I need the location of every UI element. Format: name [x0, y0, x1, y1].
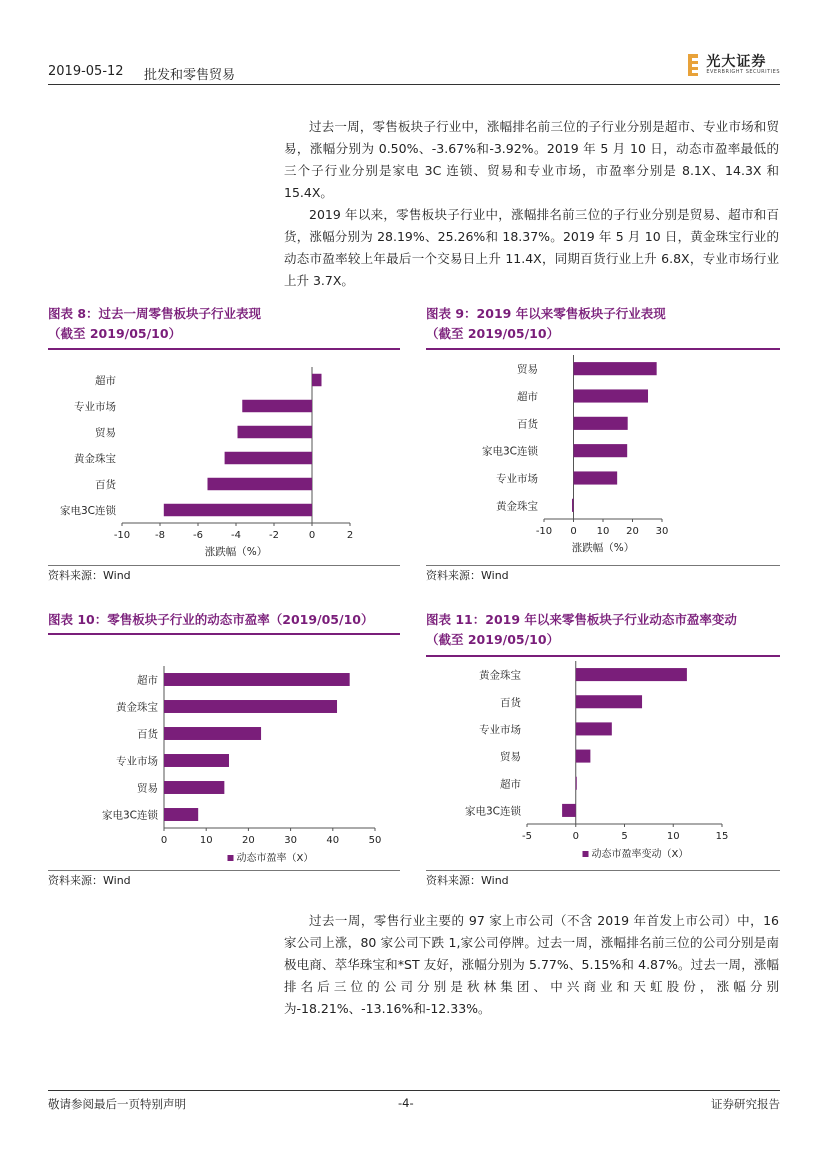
category-label: 超市	[137, 674, 158, 687]
figure-9-source: 资料来源：Wind	[426, 569, 509, 582]
x-tick-label: -10	[535, 526, 553, 537]
legend-swatch	[228, 855, 234, 861]
x-tick-label: 10	[666, 831, 680, 842]
page-header	[48, 54, 780, 86]
category-label: 百货	[517, 418, 538, 431]
summary-text	[284, 910, 779, 1020]
figure-11-subtitle: （截至 2019/05/10）	[426, 632, 560, 647]
summary-paragraph: 过去一周，零售行业主要的 97 家上市公司（不含 2019 年首发上市公司）中，16 家公司上涨，80 家公司下跌 1,家公司停牌。过去一周，涨幅排名前三位的公司分别是南极电商、萃华珠宝和*ST 友好，涨幅分别为 5.77%、5.15%和 4.87%。过去一周，涨幅排名后三位的公司分别是秋林集团、中兴商业和天虹股份，涨幅分别为-18.21%、-13.16%和-12.33%。	[284, 913, 779, 1016]
x-tick-label: -4	[231, 530, 241, 541]
figure-10-title-block	[48, 610, 403, 630]
bar-3	[574, 417, 628, 430]
report-date: 2019-05-12	[48, 64, 124, 79]
category-label: 贸易	[137, 782, 158, 795]
x-tick-label: 40	[326, 835, 340, 846]
figure-9-source-rule	[426, 565, 780, 566]
bar-4	[225, 452, 312, 464]
category-label: 黄金珠宝	[74, 453, 116, 465]
x-tick-label: 0	[570, 526, 577, 537]
intro-text	[284, 116, 779, 292]
bar-5	[208, 478, 313, 490]
x-tick-label: 10	[199, 835, 213, 846]
category-label: 黄金珠宝	[496, 500, 538, 513]
category-label: 专业市场	[479, 723, 521, 736]
bar-6	[164, 808, 198, 821]
bar-4	[164, 754, 229, 767]
page-number: -4-	[398, 1096, 414, 1110]
category-label: 贸易	[95, 427, 116, 439]
category-label: 贸易	[517, 363, 538, 376]
bar-2	[576, 695, 642, 708]
category-label: 百货	[500, 696, 521, 709]
category-label: 黄金珠宝	[116, 701, 158, 714]
category-label: 百货	[95, 479, 116, 491]
logo-en-text: EVERBRIGHT SECURITIES	[706, 69, 780, 75]
footer-disclaimer: 敬请参阅最后一页特别声明	[48, 1097, 186, 1111]
x-tick-label: -10	[113, 530, 131, 541]
bar-2	[164, 700, 337, 713]
x-tick-label: 30	[655, 526, 669, 537]
figure-8-rule	[48, 348, 400, 350]
bar-2	[242, 400, 312, 412]
category-label: 专业市场	[496, 473, 538, 485]
bar-6	[572, 499, 573, 512]
category-label: 家电3C连锁	[464, 805, 521, 818]
logo-mark-icon	[688, 54, 702, 76]
x-tick-label: 50	[368, 835, 382, 846]
category-label: 家电3C连锁	[59, 505, 116, 517]
bar-6	[164, 504, 312, 516]
footer-report-type: 证券研究报告	[711, 1097, 780, 1111]
category-label: 贸易	[500, 751, 521, 764]
bar-1	[164, 673, 350, 686]
x-tick-label: 0	[308, 530, 316, 541]
category-label: 超市	[517, 391, 538, 403]
figure-9-title-block	[426, 304, 780, 344]
x-axis-label: 涨跌幅（%）	[571, 542, 635, 554]
bar-4	[574, 444, 628, 457]
figure-8-source: 资料来源：Wind	[48, 569, 131, 582]
x-tick-label: 2	[346, 530, 354, 541]
legend-label: 动态市盈率（X）	[236, 853, 314, 864]
bar-4	[576, 750, 591, 763]
figure-11-title: 图表 11：2019 年以来零售板块子行业动态市盈率变动	[426, 612, 737, 627]
company-logo	[688, 54, 780, 76]
figure-10-source-rule	[48, 870, 400, 871]
bar-3	[164, 727, 261, 740]
figure-11-source: 资料来源：Wind	[426, 874, 509, 887]
bar-1	[312, 374, 322, 386]
intro-paragraph-1: 过去一周，零售板块子行业中，涨幅排名前三位的子行业分别是超市、专业市场和贸易，涨幅分别为 0.50%、-3.67%和-3.92%。2019 年 5 月 10 日，动态市盈率最低的三个子行业分别是家电 3C 连锁、贸易和专业市场，市盈率分别是 8.1X、14.3X 和 15.4X。	[284, 119, 779, 200]
category-label: 专业市场	[74, 401, 116, 413]
bar-3	[238, 426, 312, 438]
figure-10-rule	[48, 633, 400, 635]
x-tick-label: 5	[621, 831, 628, 842]
report-sector: 批发和零售贸易	[144, 68, 236, 83]
x-tick-label: 15	[715, 831, 729, 842]
x-tick-label: 20	[242, 835, 255, 846]
legend-swatch	[583, 851, 589, 857]
intro-paragraph-2: 2019 年以来，零售板块子行业中，涨幅排名前三位的子行业分别是贸易、超市和百货，涨幅分别为 28.19%、25.26%和 18.37%。2019 年 5 月 10 日，黄金珠宝行业的动态市盈率较上年最后一个交易日上升 11.4X，同期百货行业上升 6.8X，专业市场行业上升 3.7X。	[284, 207, 779, 288]
bar-5	[576, 777, 577, 790]
figure-8-title-block	[48, 304, 398, 344]
x-tick-label: -6	[193, 530, 203, 541]
x-tick-label: 20	[626, 526, 639, 537]
figure-11-title-block	[426, 610, 780, 650]
bar-1	[574, 362, 657, 375]
figure-9-title: 图表 9：2019 年以来零售板块子行业表现	[426, 306, 666, 321]
category-label: 百货	[137, 728, 158, 741]
bar-5	[574, 471, 618, 484]
bar-1	[576, 668, 687, 681]
figure-10-source: 资料来源：Wind	[48, 874, 131, 887]
figure-9-subtitle: （截至 2019/05/10）	[426, 326, 560, 341]
bar-2	[574, 389, 649, 402]
x-tick-label: 0	[160, 835, 168, 846]
x-tick-label: 10	[596, 526, 610, 537]
figure-8-subtitle: （截至 2019/05/10）	[48, 326, 182, 341]
figure-8-title: 图表 8：过去一周零售板块子行业表现	[48, 306, 262, 321]
bar-3	[576, 722, 612, 735]
x-axis-label: 涨跌幅（%）	[204, 546, 268, 558]
logo-cn-text: 光大证券	[706, 54, 767, 70]
figure-11-rule	[426, 655, 780, 657]
figure-8-source-rule	[48, 565, 400, 566]
x-tick-label: -5	[522, 831, 532, 842]
bar-6	[562, 804, 576, 817]
category-label: 超市	[95, 375, 116, 387]
legend-label: 动态市盈率变动（X）	[591, 849, 689, 860]
x-tick-label: -2	[269, 530, 279, 541]
category-label: 家电3C连锁	[481, 445, 538, 458]
chart-1	[48, 355, 400, 565]
x-tick-label: 0	[572, 831, 579, 842]
chart-4	[426, 660, 780, 870]
x-tick-label: 30	[284, 835, 297, 846]
chart-3	[48, 660, 400, 870]
x-tick-label: -8	[155, 530, 165, 541]
bar-5	[164, 781, 224, 794]
category-label: 超市	[500, 778, 521, 791]
figure-11-source-rule	[426, 870, 780, 871]
chart-2	[426, 355, 780, 565]
figure-10-title: 图表 10：零售板块子行业的动态市盈率（2019/05/10）	[48, 612, 374, 627]
category-label: 黄金珠宝	[479, 669, 521, 682]
category-label: 家电3C连锁	[101, 809, 158, 822]
footer-rule	[48, 1090, 780, 1091]
header-rule	[48, 84, 780, 85]
category-label: 专业市场	[116, 755, 158, 768]
figure-9-rule	[426, 348, 780, 350]
